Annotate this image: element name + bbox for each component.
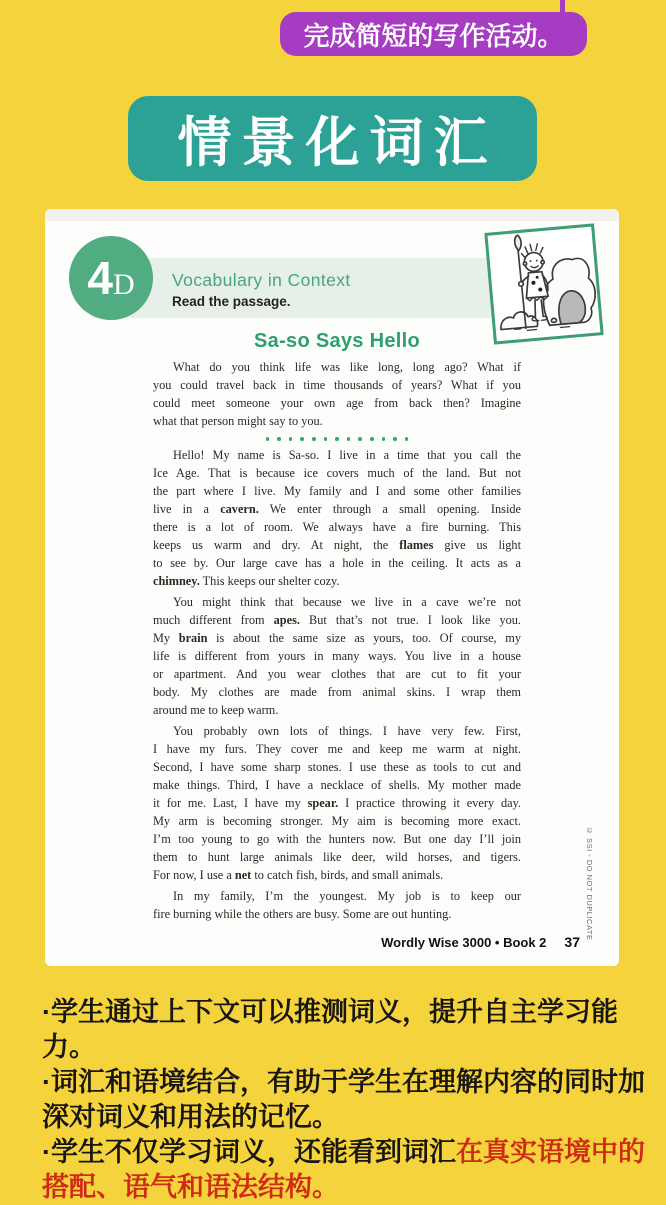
note-line: 力。 [42,1032,96,1062]
passage-line: around me to keep warm. [153,703,279,717]
passage-paragraph [153,446,521,590]
passage-line: What do you think life was like long, long ago? What if [173,360,521,374]
page-footer [153,934,580,952]
caveman-drawing-icon [488,227,601,342]
passage-line: Ice Age. That is because ice covers much of the land. But not [153,466,521,480]
dot-separator [153,434,521,444]
passage-line: there is a lot of room. We always have a fire burning. This [153,520,521,534]
passage-line: In my family, I’m the youngest. My job is to keep our [173,889,521,903]
passage-line: For now, I use a net to catch fish, birds, and small animals. [153,868,444,882]
passage-line: could meet someone your own age from back then? Imagine [153,396,521,410]
passage-line: keeps us warm and dry. At night, the flames give us light [153,538,521,552]
scan-edge-strip [45,209,619,221]
note-line: ·学生通过上下文可以推测词义，提升自主学习能 [42,997,618,1027]
lesson-number: 4 [87,252,113,304]
passage-line: you could travel back in time thousands of years? What if you [153,378,521,392]
passage-line: chimney. This keeps our shelter cozy. [153,574,340,588]
note-line: 搭配、语气和语法结构。 [42,1172,339,1202]
caveman-illustration [484,223,603,344]
passage-line: My brain is about the same size as yours, too. Of course, my [153,631,521,645]
commentary-notes [42,995,666,1205]
note-line: ·学生不仅学习词义，还能看到词汇在真实语境中的 [42,1137,645,1167]
passage-line: fire burning while the others are busy. Some are out hunting. [153,907,452,921]
section-title: Vocabulary in Context [172,270,351,290]
page-number: 37 [564,934,580,950]
passage-line: My arm is becoming stronger. My aim is becoming more exact. [153,814,521,828]
passage-line: what that person might say to you. [153,414,323,428]
passage-paragraph [153,887,521,923]
passage-line: live in a cavern. We enter through a small opening. Inside [153,502,521,516]
passage-paragraph [153,722,521,884]
passage-line: I’m too young to go with the hunters now. But one day I’ll join [153,832,521,846]
passage-line: Hello! My name is Sa-so. I live in a time that you call the [173,448,521,462]
passage-line: it for me. Last, I have my spear. I practice throwing it every day. [153,796,521,810]
passage-line: I have my furs. They cover me and keep me warm at night. [153,742,521,756]
passage-line: You might think that because we live in a cave we’re not [173,595,521,609]
passage-line: make things. Third, I have a necklace of shells. My mother made [153,778,521,792]
passage-paragraph [153,593,521,719]
note-line: 深对词义和用法的记忆。 [42,1102,339,1132]
passage-line: the part where I live. My family and I and some other families [153,484,521,498]
lesson-badge [69,236,153,320]
passage-paragraph [153,358,521,430]
passage-line: much different from apes. But that’s not true. I look like you. [153,613,521,627]
top-badge-label: 完成简短的写作活动。 [303,20,564,51]
passage-line: to see by. Our large cave has a hole in the ceiling. It acts as a [153,556,521,570]
passage-line: or apartment. And you wear clothes that are cut to fit your [153,667,521,681]
passage-line: life is different from yours in many ways. You live in a house [153,649,521,663]
main-title-label: 情景化词汇 [177,113,498,173]
passage-line: Second, I have some sharp stones. I use these as tools to cut and [153,760,521,774]
passage-line: You probably own lots of things. I have very few. First, [173,724,521,738]
book-title: Wordly Wise 3000 • Book 2 [381,935,547,950]
passage-title: Sa-so Says Hello [254,330,420,352]
top-badge [280,12,587,56]
passage-body [153,358,521,923]
worksheet-card [45,209,619,966]
passage-line: them to hunt large animals like deer, wild horses, and tigers. [153,850,521,864]
copyright-sidenote: © SSI - DO NOT DUPLICATE [585,826,594,941]
note-line: ·词汇和语境结合，有助于学生在理解内容的同时加 [42,1067,645,1097]
lesson-letter: D [112,268,135,301]
main-title [128,96,537,181]
section-instruction: Read the passage. [172,294,291,309]
passage-line: body. My clothes are made from animal skins. I wrap them [153,685,521,699]
